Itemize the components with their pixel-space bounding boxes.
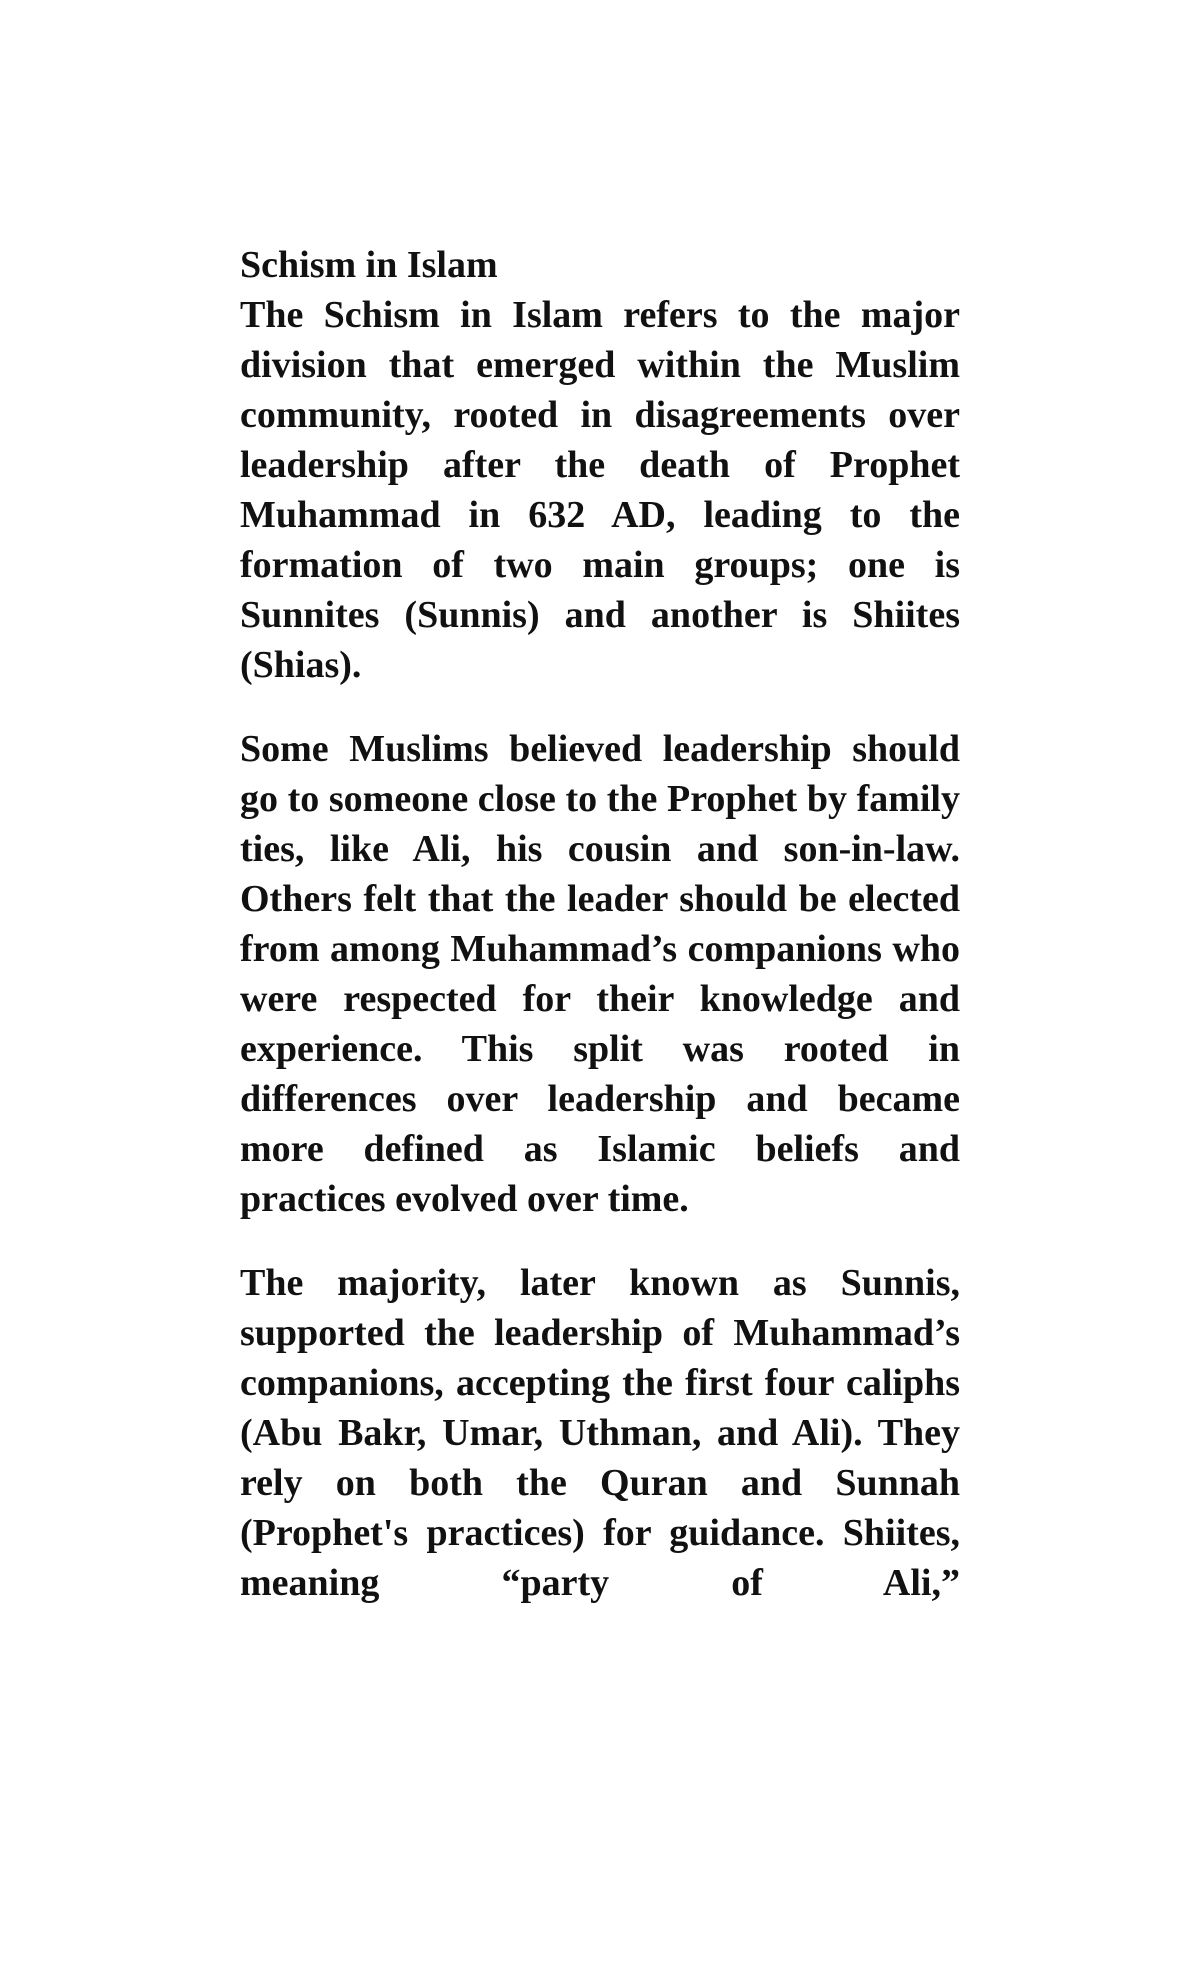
paragraph-leadership-dispute: Some Muslims believed leadership should go to someone close to the Prophet by family ties, like Ali, his cousin and son-in-law. Others felt that the leader should be elected from among Muhammad’s companions who were respected for their knowledge and experience. This split was rooted in differences over leadership and became more defined as Islamic beliefs and practices evolved over time.	[240, 728, 960, 1220]
paragraph-sunnis-shiites: The majority, later known as Sunnis, supported the leadership of Muhammad’s companions, accepting the first four caliphs (Abu Bakr, Umar, Uthman, and Ali). They rely on both the Quran and Sunnah (Prophet's practices) for guidance. Shiites, meaning “party of Ali,”	[240, 1262, 960, 1604]
paragraph-schism-definition: The Schism in Islam refers to the major division that emerged within the Muslim community, rooted in disagreements over leadership after the death of Prophet Muhammad in 632 AD, leading to the formation of two main groups; one is Sunnites (Sunnis) and another is Shiites (Shias).	[240, 294, 960, 686]
document-page	[240, 240, 960, 1608]
document-title: Schism in Islam	[240, 244, 498, 286]
